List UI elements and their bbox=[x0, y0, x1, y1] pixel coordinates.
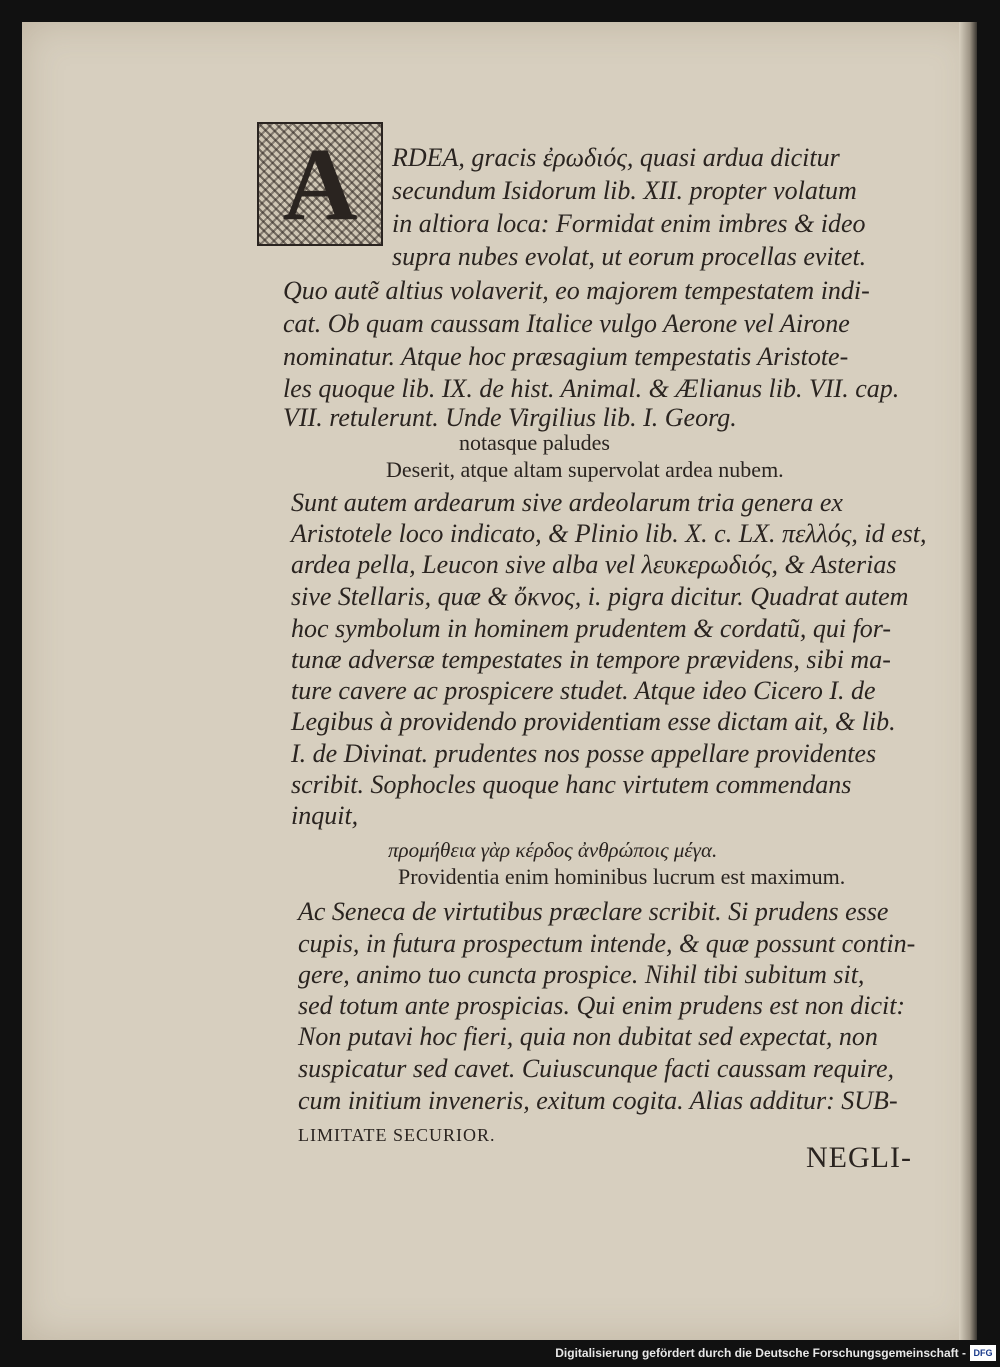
text-line: sed totum ante prospicias. Qui enim prudens est non dicit: bbox=[298, 991, 906, 1020]
text-line: sive Stellaris, quæ & ὄκνος, i. pigra dicitur. Quadrat autem bbox=[291, 582, 909, 611]
text-line: I. de Divinat. prudentes nos posse appellare providentes bbox=[291, 739, 877, 768]
text-line: cupis, in futura prospectum intende, & quæ possunt contin- bbox=[298, 929, 916, 958]
text-line: les quoque lib. IX. de hist. Animal. & Ælianus lib. VII. cap. bbox=[283, 374, 900, 403]
dfg-logo: DFG bbox=[970, 1345, 996, 1361]
text-line: scribit. Sophocles quoque hanc virtutem commendans bbox=[291, 770, 852, 799]
text-line: secundum Isidorum lib. XII. propter volatum bbox=[392, 176, 857, 205]
decorated-initial bbox=[257, 122, 383, 246]
dropcap-letter: A bbox=[282, 126, 358, 242]
text-line: tunæ adversæ tempestates in tempore prævidens, sibi ma- bbox=[291, 645, 891, 674]
text-line: ture cavere ac prospicere studet. Atque ideo Cicero I. de bbox=[291, 676, 876, 705]
text-line: Ac Seneca de virtutibus præclare scribit. Si prudens esse bbox=[298, 897, 889, 926]
text-line: Legibus à providendo providentiam esse dictam ait, & lib. bbox=[291, 707, 896, 736]
text-line: Quo autẽ altius volaverit, eo majorem tempestatem indi- bbox=[283, 276, 870, 305]
text-line: Sunt autem ardearum sive ardeolarum tria genera ex bbox=[291, 488, 843, 517]
text-line: Non putavi hoc fieri, quia non dubitat sed expectat, non bbox=[298, 1022, 878, 1051]
text-line: VII. retulerunt. Unde Virgilius lib. I. Georg. bbox=[283, 403, 737, 432]
latin-quote: Providentia enim hominibus lucrum est maximum. bbox=[398, 864, 846, 889]
text-line: cat. Ob quam caussam Italice vulgo Aerone vel Airone bbox=[283, 309, 850, 338]
text-line: LIMITATE SECURIOR. bbox=[298, 1125, 496, 1145]
text-line: gere, animo tuo cuncta prospice. Nihil tibi subitum sit, bbox=[298, 960, 865, 989]
text-line: supra nubes evolat, ut eorum procellas evitet. bbox=[392, 242, 867, 271]
text-line: ardea pella, Leucon sive alba vel λευκερωδιός, & Asterias bbox=[291, 550, 897, 579]
text-line: cum initium inveneris, exitum cogita. Alias additur: SUB- bbox=[298, 1086, 898, 1115]
greek-quote: προμήθεια γὰρ κέρδος ἀνθρώποις μέγα. bbox=[388, 838, 718, 862]
footer-bar bbox=[0, 1342, 1000, 1367]
verse-line: Deserit, atque altam supervolat ardea nubem. bbox=[386, 457, 784, 482]
text-line: suspicatur sed cavet. Cuiuscunque facti caussam require, bbox=[298, 1054, 894, 1083]
text-line: in altiora loca: Formidat enim imbres & ideo bbox=[392, 209, 866, 238]
verse-line: notasque paludes bbox=[459, 430, 610, 455]
text-line: inquit, bbox=[291, 801, 359, 830]
text-line: RDEA, gracis ἐρωδιός, quasi ardua dicitur bbox=[392, 143, 840, 172]
text-line: nominatur. Atque hoc præsagium tempestatis Aristote- bbox=[283, 342, 849, 371]
text-line: hoc symbolum in hominem prudentem & cordatũ, qui for- bbox=[291, 614, 892, 643]
text-line: Aristotele loco indicato, & Plinio lib. X. c. LX. πελλός, id est, bbox=[291, 519, 927, 548]
digitization-credit: Digitalisierung gefördert durch die Deutsche Forschungsgemeinschaft - bbox=[555, 1346, 966, 1360]
catchword: NEGLI- bbox=[806, 1141, 912, 1174]
